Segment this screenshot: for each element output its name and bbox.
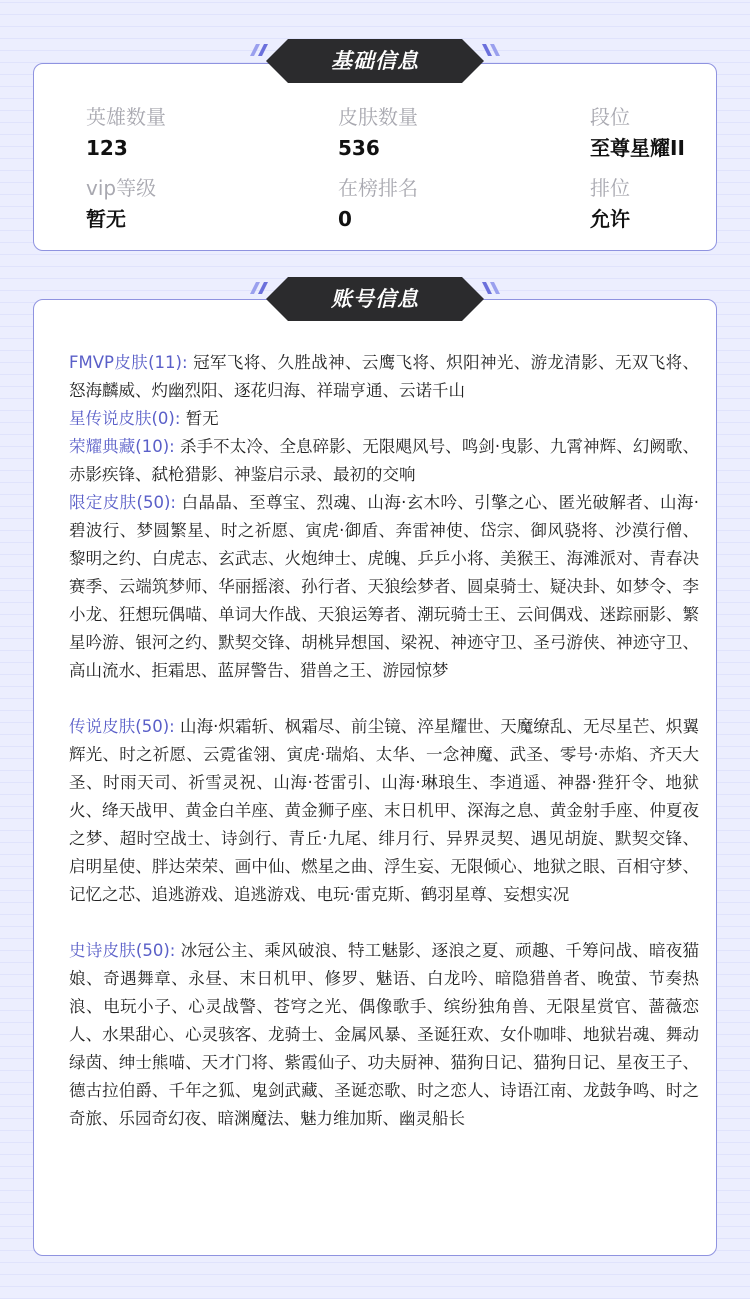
section-title: 基础信息 bbox=[331, 49, 419, 73]
stat-label: 英雄数量 bbox=[86, 105, 166, 129]
category-items: 暂无 bbox=[185, 409, 219, 428]
stat-vip-level bbox=[86, 175, 156, 232]
category-label: 史诗皮肤(50): bbox=[69, 941, 181, 960]
category-label: FMVP皮肤(11): bbox=[69, 353, 194, 372]
category-items: 杀手不太冷、全息碎影、无限飓风号、鸣剑·曳影、九霄神辉、幻阙歌、赤影疾锋、弑枪猎影、神鉴启示录、最初的交响 bbox=[69, 437, 699, 484]
skin-list bbox=[69, 349, 699, 1133]
section-title: 账号信息 bbox=[331, 287, 419, 311]
skin-category-legend bbox=[69, 713, 699, 909]
stat-label: vip等级 bbox=[86, 176, 157, 200]
stat-skin-count bbox=[338, 104, 418, 161]
section-banner-account-info bbox=[248, 276, 502, 322]
stat-value: 0 bbox=[338, 207, 352, 231]
category-items: 冰冠公主、乘风破浪、特工魅影、逐浪之夏、顽趣、千筹问战、暗夜猫娘、奇遇舞章、永昼、末日机甲、修罗、魅语、白龙吟、暗隐猎兽者、晚萤、节奏热浪、电玩小子、心灵战警、苍穹之光、偶像歌手、缤纷独角兽、无限星赏官、蔷薇恋人、水果甜心、心灵骇客、龙骑士、金属风暴、圣诞狂欢、女仆咖啡、地狱岩魂、舞动绿茵、绅士熊喵、天才门将、紫霞仙子、功夫厨神、猫狗日记、猫狗日记、星夜王子、德古拉伯爵、千年之狐、鬼剑武藏、圣诞恋歌、时之恋人、诗语江南、龙鼓争鸣、时之奇旅、乐园奇幻夜、暗渊魔法、魅力维加斯、幽灵船长 bbox=[69, 941, 699, 1128]
stat-value: 暂无 bbox=[86, 207, 126, 231]
stat-value: 123 bbox=[86, 136, 128, 160]
stat-rank-tier bbox=[590, 104, 685, 161]
stat-label: 段位 bbox=[590, 105, 630, 129]
stat-leaderboard-rank bbox=[338, 175, 418, 232]
stat-value: 允许 bbox=[590, 207, 630, 231]
account-info-card bbox=[33, 299, 717, 1256]
stat-value: 536 bbox=[338, 136, 380, 160]
skin-category-glory-collection bbox=[69, 433, 699, 489]
category-label: 传说皮肤(50): bbox=[69, 717, 181, 736]
stat-hero-count bbox=[86, 104, 166, 161]
stat-value: 至尊星耀II bbox=[590, 136, 685, 160]
category-label: 星传说皮肤(0): bbox=[69, 409, 186, 428]
stat-label: 排位 bbox=[590, 176, 630, 200]
basic-info-card bbox=[33, 63, 717, 251]
skin-category-epic bbox=[69, 937, 699, 1133]
skin-category-limited bbox=[69, 489, 699, 685]
category-label: 限定皮肤(50): bbox=[69, 493, 182, 512]
stat-label: 皮肤数量 bbox=[338, 105, 418, 129]
category-items: 山海·炽霜斩、枫霜尽、前尘镜、淬星耀世、天魔缭乱、无尽星芒、炽翼辉光、时之祈愿、云霓雀翎、寅虎·瑞焰、太华、一念神魔、武圣、零号·赤焰、齐天大圣、时雨天司、祈雪灵祝、山海·苍雷引、山海·琳琅生、李逍遥、神器·狴犴令、地狱火、绛天战甲、黄金白羊座、黄金狮子座、末日机甲、深海之息、黄金射手座、仲夏夜之梦、超时空战士、诗剑行、青丘·九尾、绯月行、异界灵契、遇见胡旋、默契交锋、启明星使、胖达荣荣、画中仙、燃星之曲、浮生妄、无限倾心、地狱之眼、百相守梦、记忆之芯、追逃游戏、追逃游戏、电玩·雷克斯、鹤羽星尊、妄想实况 bbox=[69, 717, 699, 904]
skin-category-fmvp bbox=[69, 349, 699, 405]
skin-category-star-legend bbox=[69, 405, 699, 433]
category-label: 荣耀典藏(10): bbox=[69, 437, 181, 456]
stat-ranked-allowed bbox=[590, 175, 630, 232]
category-items: 白晶晶、至尊宝、烈魂、山海·玄木吟、引擎之心、匿光破解者、山海·碧波行、梦圆繁星、时之祈愿、寅虎·御盾、奔雷神使、岱宗、御风骁将、沙漠行僧、黎明之约、白虎志、玄武志、火炮绅士、虎魄、乒乒小将、美猴王、海滩派对、青春决赛季、云端筑梦师、华丽摇滚、孙行者、天狼绘梦者、圆桌骑士、疑决卦、如梦令、李小龙、狂想玩偶喵、单词大作战、天狼运筹者、潮玩骑士王、云间偶戏、迷踪丽影、繁星吟游、银河之约、默契交锋、胡桃异想国、梁祝、神迹守卫、圣弓游侠、神迹守卫、高山流水、拒霜思、蓝屏警告、猎兽之王、游园惊梦 bbox=[69, 493, 699, 680]
category-items: 冠军飞将、久胜战神、云鹰飞将、炽阳神光、游龙清影、无双飞将、怒海麟威、灼幽烈阳、逐花归海、祥瑞亨通、云诺千山 bbox=[69, 353, 700, 400]
section-banner-basic-info bbox=[248, 38, 502, 84]
stat-label: 在榜排名 bbox=[338, 176, 418, 200]
